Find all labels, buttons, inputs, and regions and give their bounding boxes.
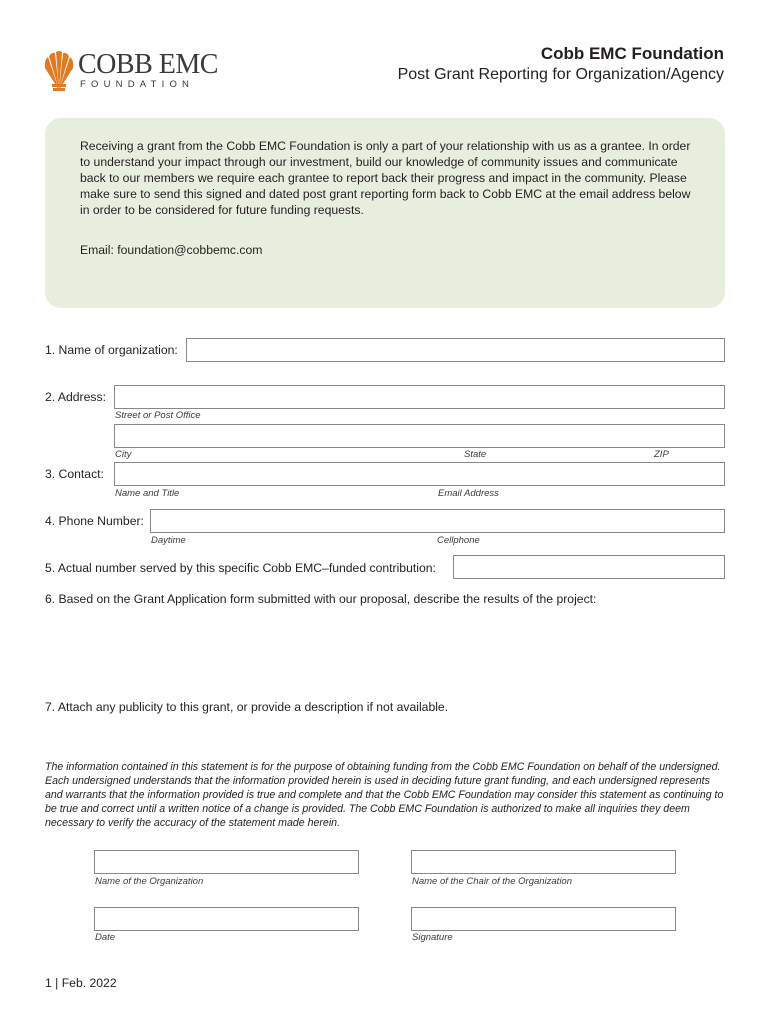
q5-label: 5. Actual number served by this specific Cobb EMC–funded contribution: (45, 561, 436, 575)
phone-field[interactable] (150, 509, 725, 533)
q1-label: 1. Name of organization: (45, 343, 178, 357)
results-response-area[interactable] (45, 610, 725, 695)
signature-field[interactable] (411, 907, 676, 931)
publicity-response-area[interactable] (45, 718, 725, 756)
org-name-hint: Name of the Organization (95, 876, 204, 887)
signature-org-name-field[interactable] (94, 850, 359, 874)
chair-name-hint: Name of the Chair of the Organization (412, 876, 573, 887)
signature-hint: Signature (412, 932, 453, 943)
email-hint: Email Address (438, 488, 499, 499)
q7-label: 7. Attach any publicity to this grant, or provide a description if not available. (45, 700, 449, 714)
state-hint: State (464, 449, 487, 460)
organization-name-field[interactable] (186, 338, 725, 362)
city-hint: City (115, 449, 132, 460)
zip-hint: ZIP (654, 449, 669, 460)
logo-subtitle: FOUNDATION (80, 79, 195, 90)
city-state-zip-field[interactable] (114, 424, 725, 448)
intro-paragraph: Receiving a grant from the Cobb EMC Foundation is only a part of your relationship with us as a grantee. In order to understand your impact through our investment, build our knowledge of community issues and communicate back to our members we require each grantee to report back their progress and impact in the community. Please make sure to send this signed and dated post grant reporting form back to Cobb EMC at the email address below in order to be considered for future funding requests. (80, 139, 691, 217)
disclaimer-text: The information contained in this statement is for the purpose of obtaining funding from the Cobb EMC Foundation on behalf of the undersigned. Each undersigned understands that the information provided herein is used in deciding future grant funding, and each undersigned represents and warrants that the information provided is true and complete and that the Cobb EMC Foundation may consider this statement as continuing to be true and correct until a written notice of a change is provided. The Cobb EMC Foundation is authorized to make all inquiries they deem necessary to verify the accuracy of the statement made herein. (45, 761, 724, 829)
q6-label: 6. Based on the Grant Application form submitted with our proposal, describe the results of the project: (45, 592, 597, 606)
page-subtitle: Post Grant Reporting for Organization/Agency (397, 66, 724, 83)
name-title-hint: Name and Title (115, 488, 180, 499)
contact-field[interactable] (114, 462, 725, 486)
street-field[interactable] (114, 385, 725, 409)
intro-email: Email: foundation@cobbemc.com (80, 243, 263, 257)
q3-label: 3. Contact: (45, 467, 104, 481)
cobb-emc-logo-shell-icon (42, 50, 76, 92)
cellphone-hint: Cellphone (437, 535, 480, 546)
page-title: Cobb EMC Foundation (540, 44, 724, 63)
date-field[interactable] (94, 907, 359, 931)
daytime-hint: Daytime (151, 535, 186, 546)
chair-name-field[interactable] (411, 850, 676, 874)
number-served-field[interactable] (453, 555, 725, 579)
q2-label: 2. Address: (45, 390, 106, 404)
intro-panel (45, 118, 725, 308)
q4-label: 4. Phone Number: (45, 514, 144, 528)
logo-wordmark: COBB EMC (78, 49, 218, 80)
page-footer: 1 | Feb. 2022 (45, 976, 117, 990)
street-hint: Street or Post Office (115, 410, 201, 421)
date-hint: Date (95, 932, 116, 943)
